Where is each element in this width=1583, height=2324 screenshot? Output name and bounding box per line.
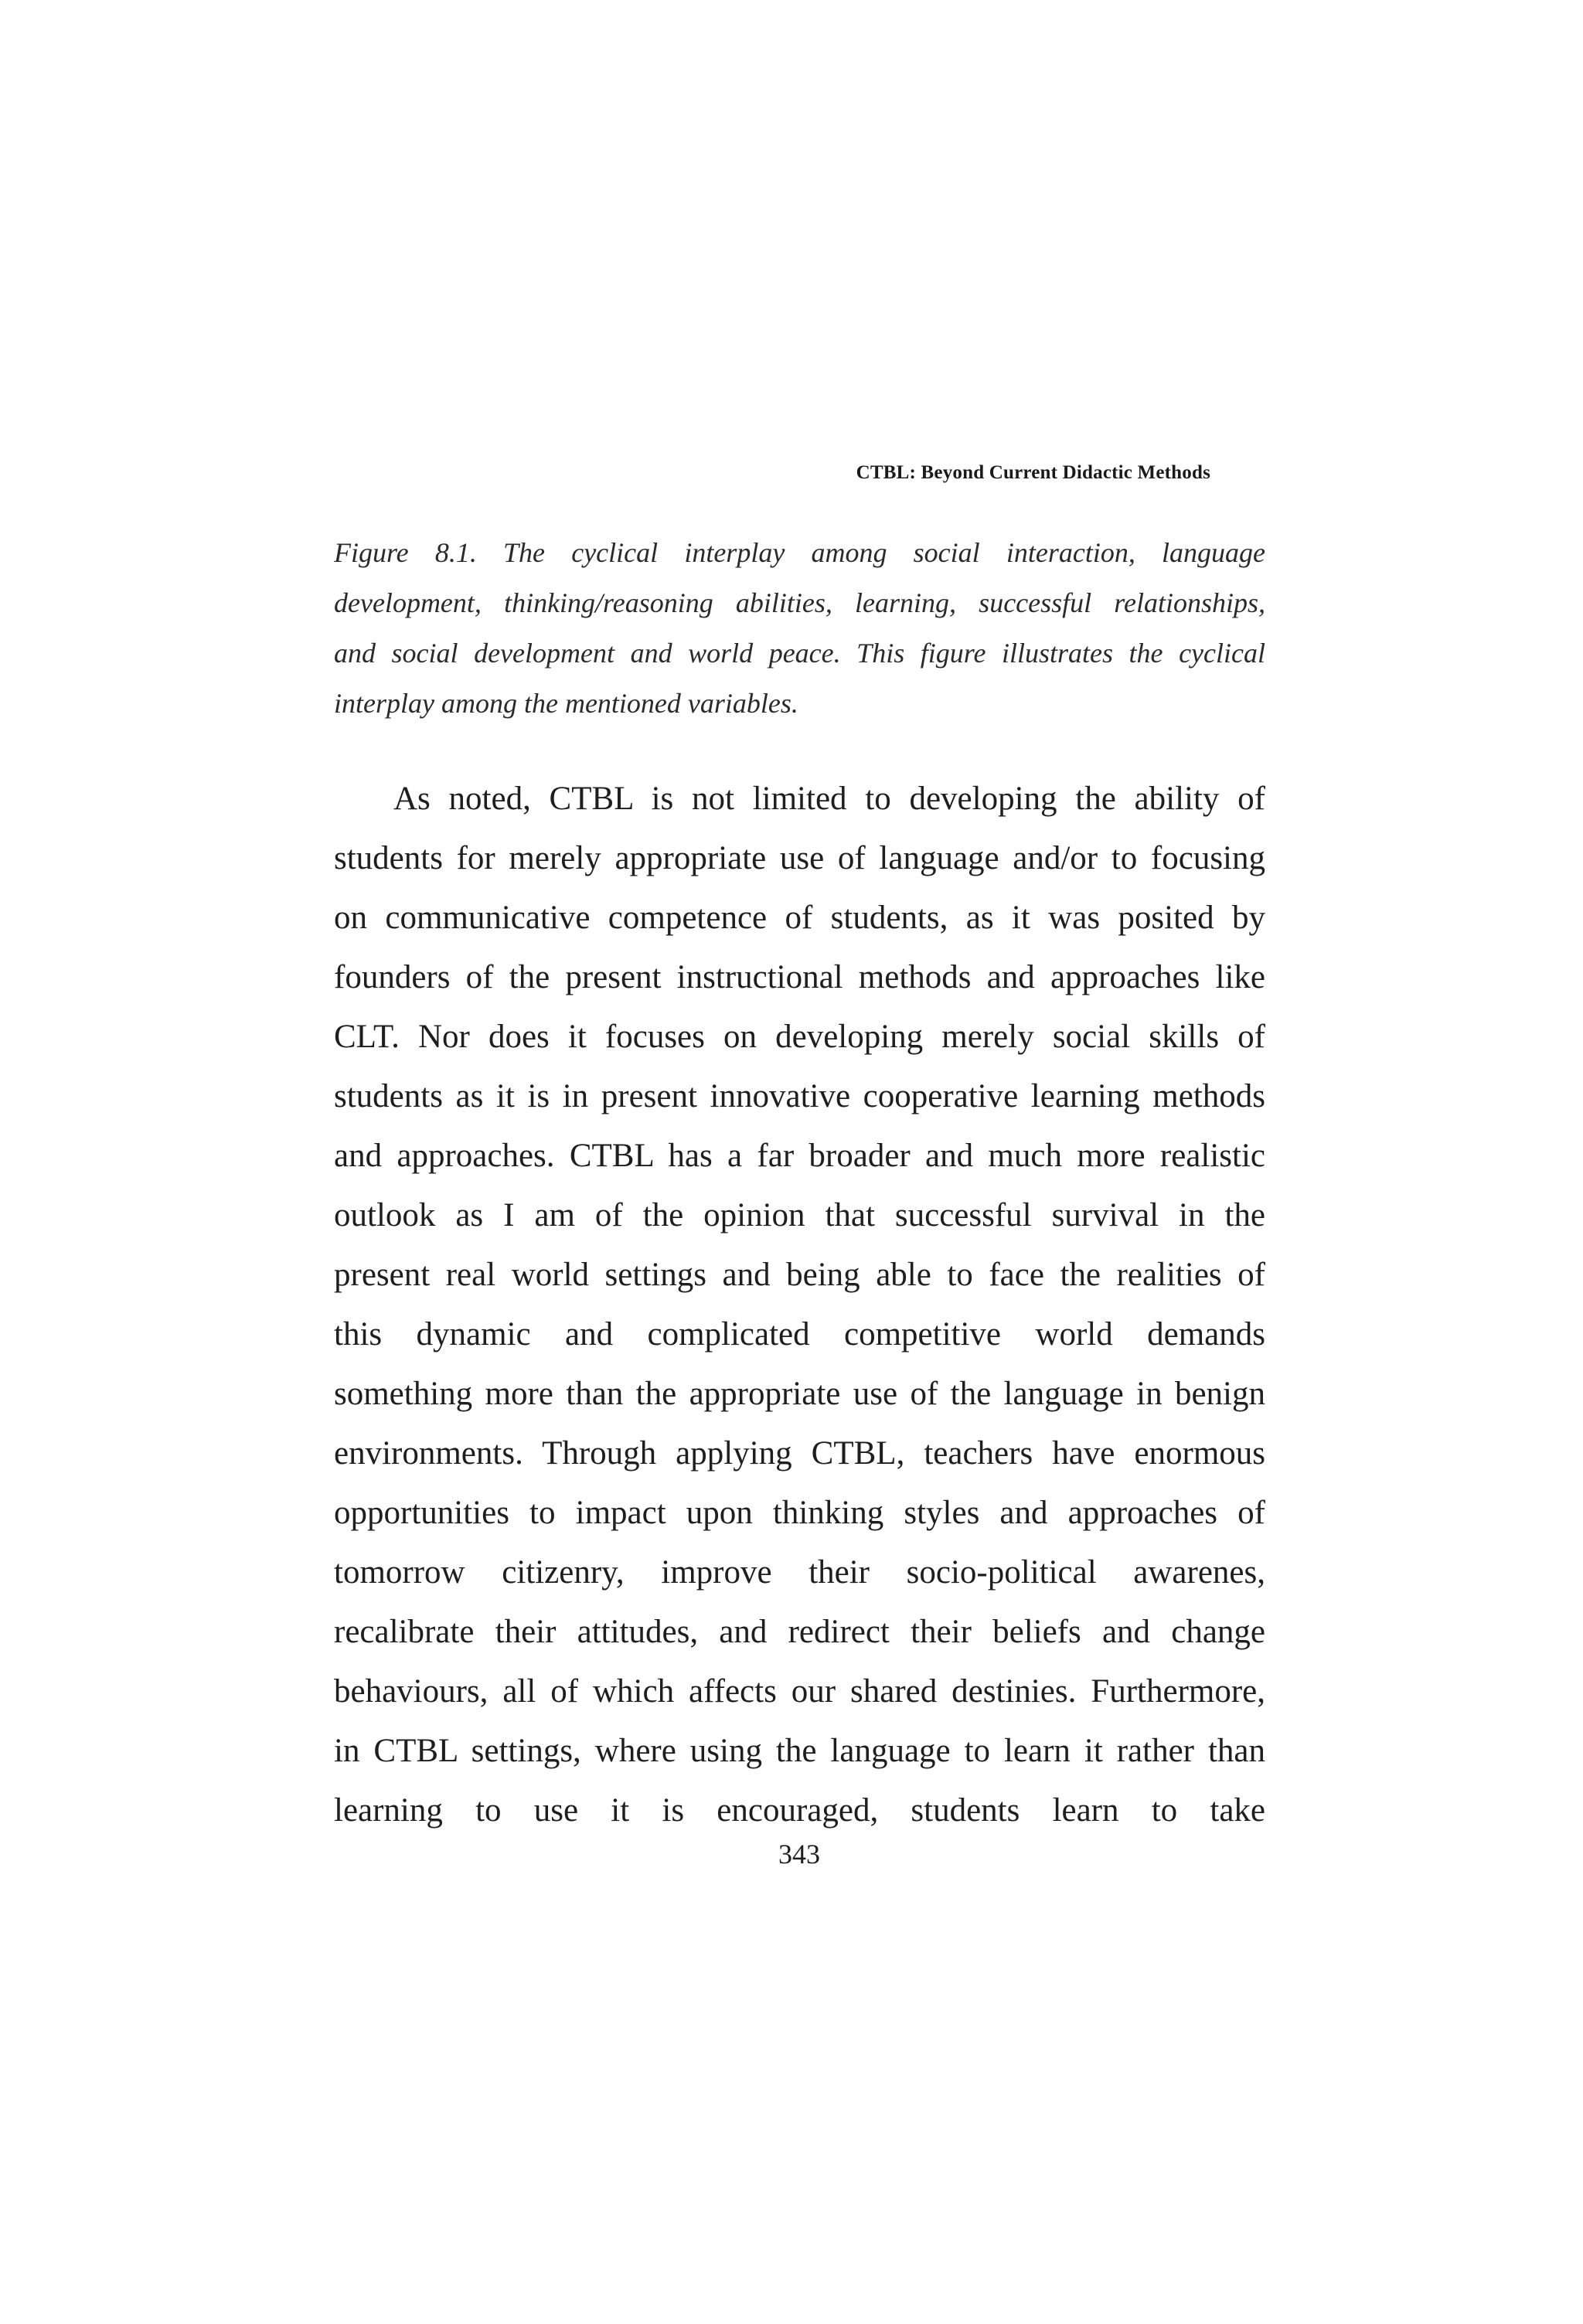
caption-line: interplay among the mentioned variables. (334, 688, 798, 719)
body-line: CLT. Nor does it focuses on developing merely social skills of (334, 1019, 1265, 1055)
body-line: behaviours, all of which affects our shared destinies. Furthermore, (334, 1673, 1265, 1710)
body-paragraph (334, 769, 1265, 1840)
body-line: and approaches. CTBL has a far broader and much more realistic (334, 1138, 1265, 1174)
body-line: outlook as I am of the opinion that successful survival in the (334, 1197, 1265, 1233)
body-line: something more than the appropriate use of the language in benign (334, 1376, 1265, 1412)
body-line: in CTBL settings, where using the language to learn it rather than (334, 1733, 1265, 1769)
caption-line: development, thinking/reasoning abilities, learning, successful relationships, (334, 587, 1265, 618)
body-line: present real world settings and being able to face the realities of (334, 1257, 1265, 1293)
body-line: students as it is in present innovative cooperative learning methods (334, 1078, 1265, 1114)
figure-caption (334, 528, 1265, 729)
caption-line: and social development and world peace. This figure illustrates the cyclical (334, 638, 1265, 669)
body-line: As noted, CTBL is not limited to developing the ability of (393, 781, 1265, 817)
running-head: CTBL: Beyond Current Didactic Methods (856, 462, 1210, 483)
body-line: environments. Through applying CTBL, teachers have enormous (334, 1435, 1265, 1472)
body-line: learning to use it is encouraged, students learn to take (334, 1792, 1265, 1829)
page-number: 343 (778, 1839, 820, 1870)
body-line: opportunities to impact upon thinking styles and approaches of (334, 1495, 1265, 1531)
body-line: students for merely appropriate use of language and/or to focusing (334, 840, 1265, 876)
caption-line: Figure 8.1. The cyclical interplay among social interaction, language (334, 537, 1265, 568)
body-line: founders of the present instructional methods and approaches like (334, 959, 1265, 995)
body-line: recalibrate their attitudes, and redirect their beliefs and change (334, 1614, 1265, 1650)
body-line: this dynamic and complicated competitive world demands (334, 1316, 1265, 1353)
body-line: tomorrow citizenry, improve their socio-political awarenes, (334, 1554, 1265, 1591)
body-line: on communicative competence of students, as it was posited by (334, 900, 1265, 936)
